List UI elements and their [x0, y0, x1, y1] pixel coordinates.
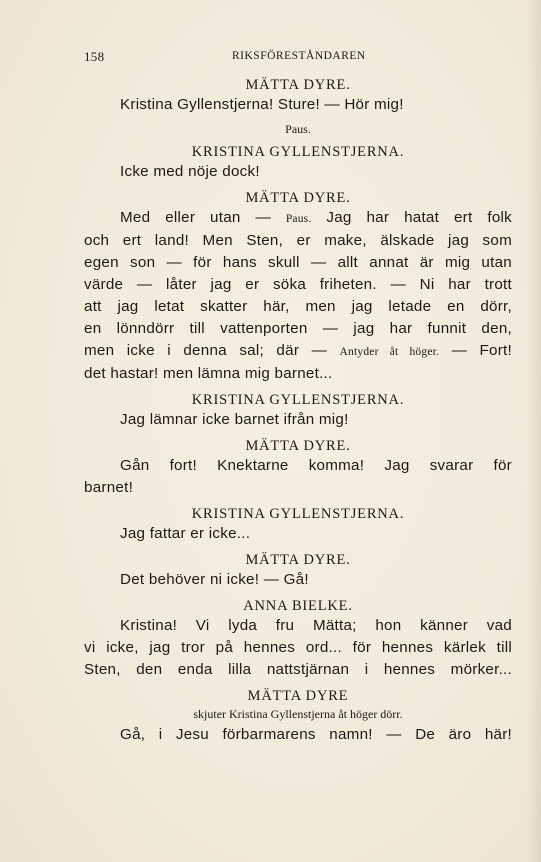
- inline-stage-direction: Antyder åt höger.: [339, 346, 440, 358]
- speech-line: och ert land! Men Sten, er make, älskade jag som: [84, 232, 512, 249]
- speech-line: barnet!: [84, 479, 134, 496]
- inline-stage-direction: Paus.: [285, 213, 312, 225]
- speaker-name: MÄTTA DYRE.: [245, 77, 351, 93]
- speech-line: det hastar! men lämna mig barnet...: [84, 365, 333, 382]
- speaker-name: MÄTTA DYRE.: [245, 190, 351, 206]
- page-header: [0, 49, 541, 69]
- speech-line: Det behöver ni icke! — Gå!: [120, 571, 309, 588]
- speaker-name: KRISTINA GYLLENSTJERNA.: [191, 506, 405, 522]
- speaker-name: ANNA BIELKE.: [243, 598, 353, 614]
- stage-direction: skjuter Kristina Gyllenstjerna åt höger dörr.: [193, 707, 403, 721]
- speech-line: Gån fort! Knektarne komma! Jag svarar för: [120, 457, 512, 474]
- speech-line: Gå, i Jesu förbarmarens namn! — De äro här!: [120, 726, 512, 743]
- speech-line: Jag lämnar icke barnet ifrån mig!: [120, 411, 349, 428]
- speech-line: Icke med nöje dock!: [120, 163, 260, 180]
- speaker-name: MÄTTA DYRE.: [245, 438, 351, 454]
- speech: [84, 724, 512, 746]
- speech: [84, 94, 512, 116]
- speech-line: Kristina Gyllenstjerna! Sture! — Hör mig!: [120, 96, 404, 113]
- speech: [84, 161, 512, 183]
- speech-line: Jag fattar er icke...: [120, 525, 251, 542]
- speaker-name: MÄTTA DYRE: [247, 688, 349, 704]
- play-text: [84, 76, 512, 746]
- running-head: RIKSFÖRESTÅNDAREN: [232, 50, 366, 62]
- speaker-name: MÄTTA DYRE.: [245, 552, 351, 568]
- page-number: 158: [84, 49, 105, 64]
- speech-line: att jag letat skatter här, men jag letade en dörr,: [84, 298, 512, 315]
- speaker-name: KRISTINA GYLLENSTJERNA.: [191, 392, 405, 408]
- page-edge-shadow: [527, 0, 541, 862]
- speech-line: men icke i denna sal; där — Antyder åt höger. — Fort!: [84, 342, 512, 359]
- speech-line: värde — låter jag er söka friheten. — Ni har trott: [84, 276, 512, 293]
- speech-line: en lönndörr till vattenporten — jag har funnit den,: [84, 320, 512, 337]
- speech-line: Sten, den enda lilla nattstjärnan i hennes mörker...: [84, 661, 512, 678]
- speech-line: vi icke, jag tror på hennes ord... för hennes kärlek till: [84, 639, 512, 656]
- speaker-name: KRISTINA GYLLENSTJERNA.: [191, 144, 405, 160]
- speech-line: egen son — för hans skull — allt annat är mig utan: [84, 254, 512, 271]
- speech: [84, 615, 512, 681]
- speech: [84, 455, 512, 499]
- speech: [84, 409, 512, 431]
- stage-direction: Paus.: [285, 122, 311, 136]
- speech-line: Kristina! Vi lyda fru Mätta; hon känner vad: [120, 617, 512, 634]
- speech: [84, 569, 512, 591]
- speech-line: Med eller utan — Paus. Jag har hatat ert folk: [120, 209, 512, 226]
- speech: [84, 207, 512, 385]
- speech: [84, 523, 512, 545]
